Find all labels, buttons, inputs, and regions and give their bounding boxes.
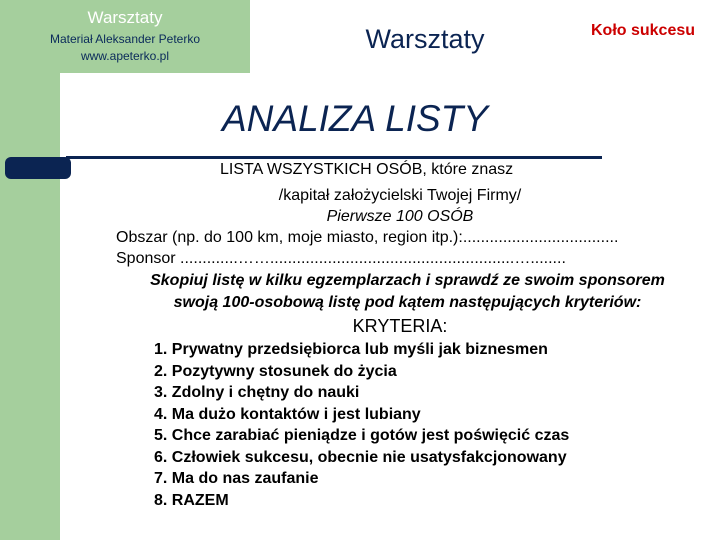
instruction-line-1: Skopiuj listę w kilku egzemplarzach i sprawdź ze swoim sponsorem [150, 272, 665, 289]
header-author: Materiał Aleksander Peterko [49, 32, 201, 46]
list-item: 6. Człowiek sukcesu, obecnie nie usatysfakcjonowany [154, 448, 567, 466]
divider-pill [5, 157, 71, 179]
instruction-line-2: swoją 100-osobową listę pod kątem następujących kryteriów: [173, 294, 642, 311]
header-title: Warsztaty [87, 8, 163, 27]
list-heading: LISTA WSZYSTKICH OSÓB, które znasz [220, 161, 514, 178]
list-item: 4. Ma dużo kontaktów i jest lubiany [154, 405, 421, 423]
page-title: ANALIZA LISTY [222, 98, 488, 139]
header-box [0, 0, 250, 73]
list-first-100: Pierwsze 100 OSÓB [326, 208, 474, 225]
list-item: 7. Ma do nas zaufanie [154, 470, 319, 487]
list-item: 3. Zdolny i chętny do nauki [154, 384, 360, 401]
criteria-list [154, 339, 569, 511]
list-subheading: /kapitał założycielski Twojej Firmy/ [278, 187, 522, 204]
list-item: 2. Pozytywny stosunek do życia [154, 362, 397, 380]
criteria-heading: KRYTERIA: [352, 316, 448, 336]
sponsor-field-line: Sponsor .............…….......................................................…........ [116, 250, 566, 267]
center-title: Warsztaty [365, 24, 485, 54]
divider-line [66, 156, 602, 159]
area-field-line: Obszar (np. do 100 km, moje miasto, region itp.):................................... [116, 229, 619, 246]
brand-label: Koło sukcesu [590, 22, 696, 39]
list-item: 8. RAZEM [154, 491, 229, 509]
list-item: 1. Prywatny przedsiębiorca lub myśli jak biznesmen [154, 341, 548, 358]
list-item: 5. Chce zarabiać pieniądze i gotów jest poświęcić czas [154, 427, 570, 444]
header-url: www.apeterko.pl [80, 49, 170, 63]
sidebar-panel [0, 0, 60, 540]
